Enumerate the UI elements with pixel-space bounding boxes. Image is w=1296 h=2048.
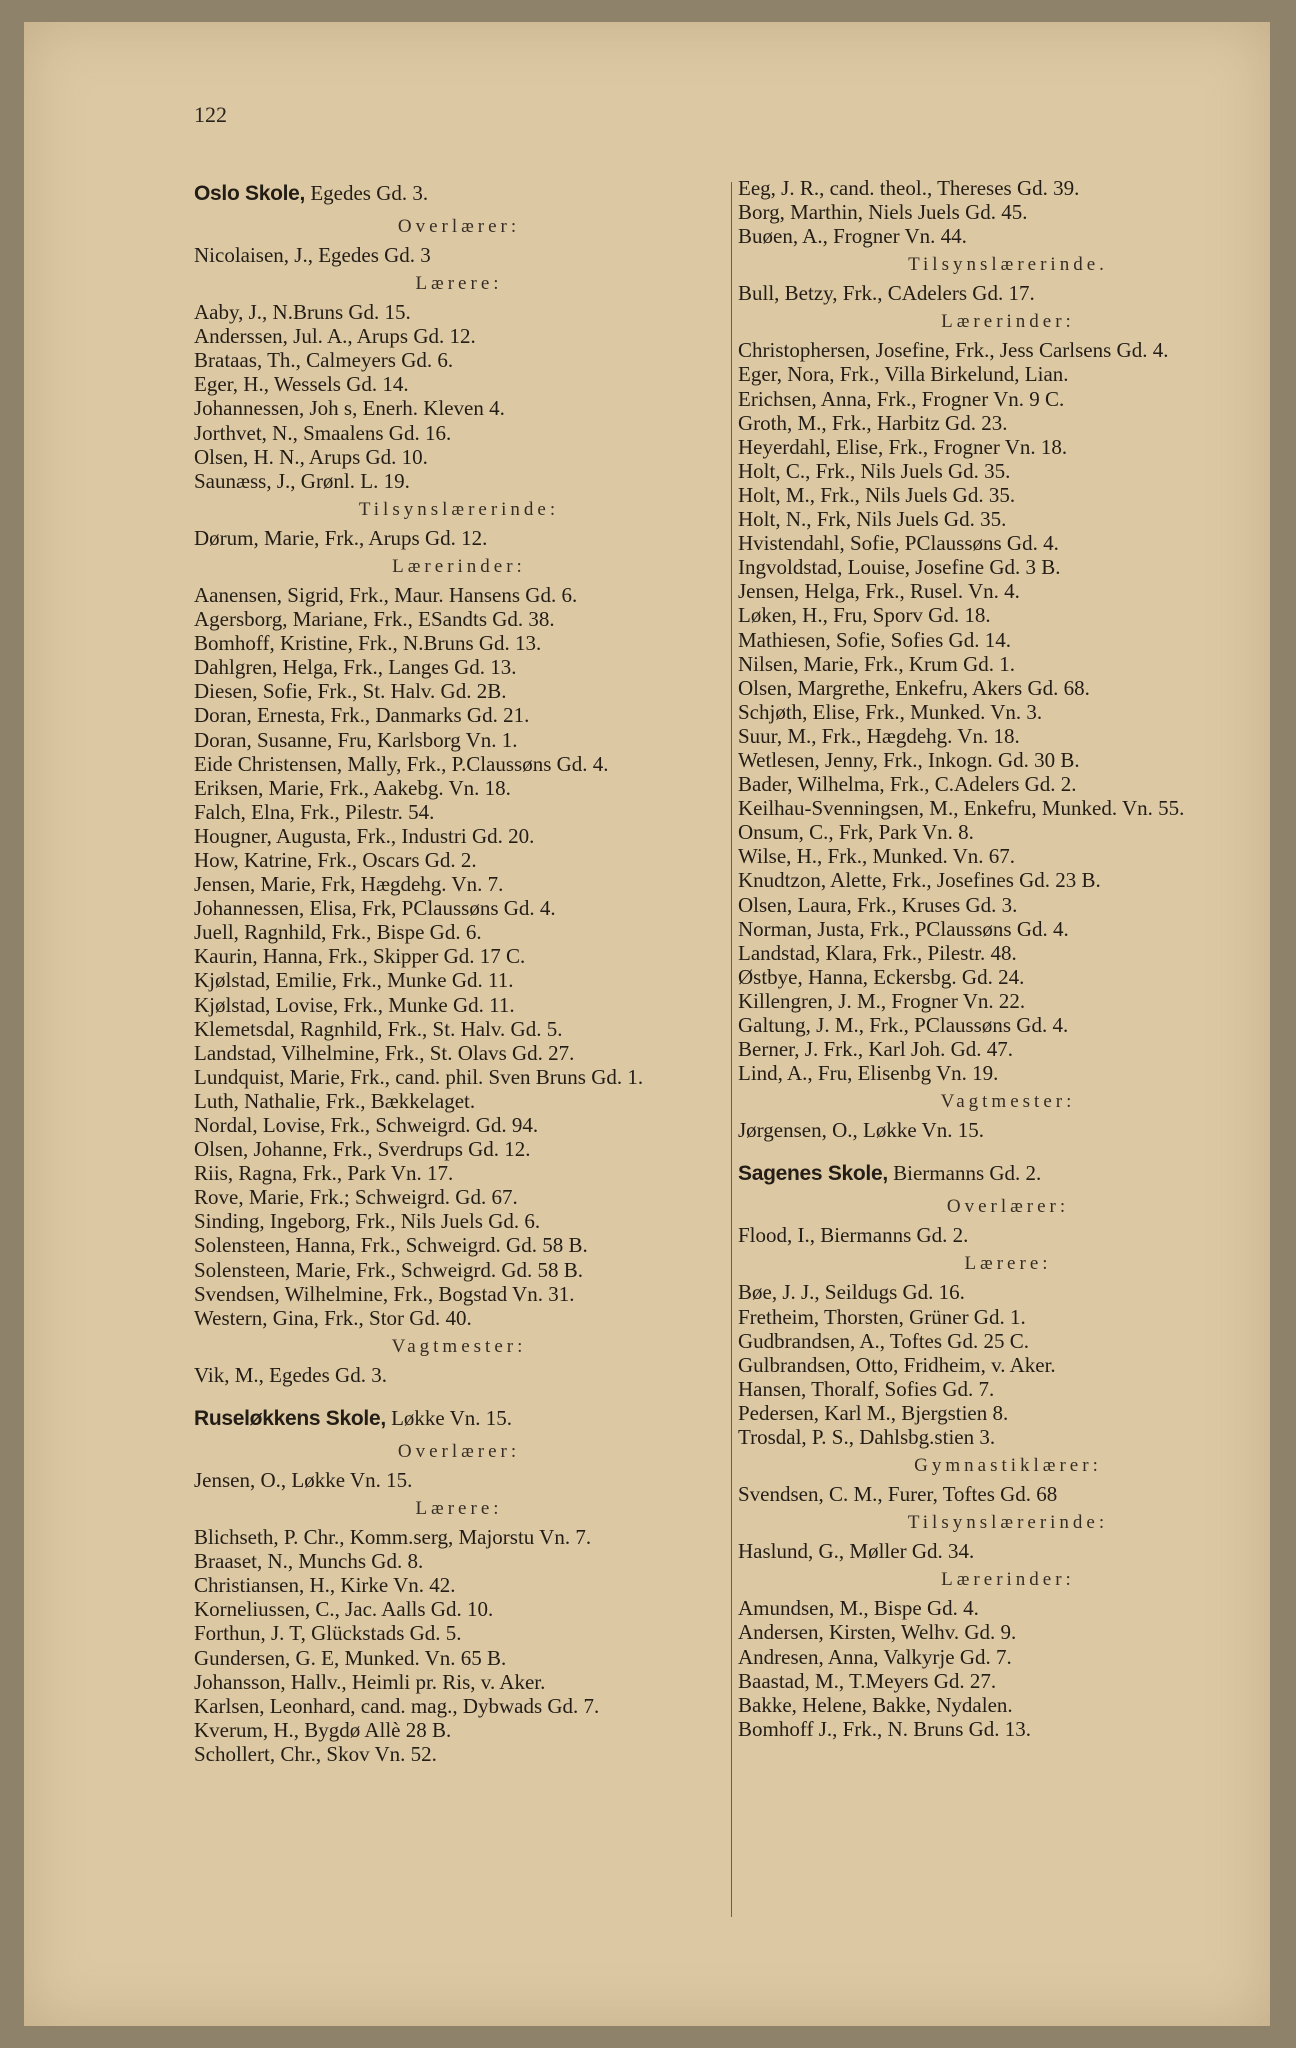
directory-entry: Kaurin, Hanna, Frk., Skipper Gd. 17 C. (194, 944, 526, 969)
right-column (738, 176, 1278, 1741)
directory-entry: Svendsen, C. M., Furer, Toftes Gd. 68 (738, 1482, 1058, 1507)
directory-entry: Olsen, H. N., Arups Gd. 10. (194, 444, 428, 469)
directory-entry: Aanensen, Sigrid, Frk., Maur. Hansens Gd. 6. (194, 582, 578, 607)
section-heading: Overlærer: (397, 216, 521, 237)
school-address: Egedes Gd. 3. (305, 181, 429, 205)
directory-entry: Bader, Wilhelma, Frk., C.Adelers Gd. 2. (738, 772, 1077, 797)
directory-entry: Klemetsdal, Ragnhild, Frk., St. Halv. Gd. 5. (194, 1016, 563, 1041)
directory-entry: Anderssen, Jul. A., Arups Gd. 12. (194, 324, 476, 349)
directory-entry: Gudbrandsen, A., Toftes Gd. 25 C. (738, 1328, 1029, 1353)
directory-entry: Lundquist, Marie, Frk., cand. phil. Sven Bruns Gd. 1. (194, 1064, 644, 1089)
directory-entry: Solensteen, Marie, Frk., Schweigrd. Gd. 58 B. (194, 1257, 584, 1282)
directory-entry: Kjølstad, Emilie, Frk., Munke Gd. 11. (194, 968, 514, 993)
directory-entry: Flood, I., Biermanns Gd. 2. (738, 1223, 969, 1248)
directory-entry: Fretheim, Thorsten, Grüner Gd. 1. (738, 1304, 1026, 1329)
directory-entry: Olsen, Margrethe, Enkefru, Akers Gd. 68. (738, 675, 1090, 700)
directory-entry: Korneliussen, C., Jac. Aalls Gd. 10. (194, 1597, 494, 1622)
directory-entry: Amundsen, M., Bispe Gd. 4. (738, 1596, 979, 1621)
section-heading: Lærere: (964, 1253, 1052, 1275)
section-gap (738, 1142, 1278, 1156)
directory-entry: Bakke, Helene, Bakke, Nydalen. (738, 1692, 1013, 1717)
directory-entry: Killengren, J. M., Frogner Vn. 22. (738, 988, 1026, 1013)
page-number: 122 (194, 102, 227, 127)
school-name: Oslo Skole, (194, 182, 306, 205)
directory-entry: Pedersen, Karl M., Bjergstien 8. (738, 1400, 1009, 1425)
school-name: Ruseløkkens Skole, (194, 1406, 386, 1430)
directory-entry: Landstad, Vilhelmine, Frk., St. Olavs Gd. 27. (194, 1040, 575, 1065)
directory-entry: Ingvoldstad, Louise, Josefine Gd. 3 B. (738, 555, 1061, 580)
column-divider (731, 182, 732, 1917)
section-heading: Lærerinder: (392, 555, 526, 577)
school-address: Løkke Vn. 15. (385, 1405, 513, 1430)
directory-entry: Keilhau-Svenningsen, M., Enkefru, Munked. Vn. 55. (738, 796, 1185, 821)
directory-page (24, 22, 1270, 2026)
directory-entry: Vik, M., Egedes Gd. 3. (194, 1362, 387, 1387)
directory-entry: Groth, M., Frk., Harbitz Gd. 23. (738, 410, 1008, 435)
directory-entry: Bøe, J. J., Seildugs Gd. 16. (738, 1280, 965, 1305)
directory-entry: Nicolaisen, J., Egedes Gd. 3 (194, 243, 431, 267)
directory-entry: Erichsen, Anna, Frk., Frogner Vn. 9 C. (738, 386, 1065, 411)
section-heading: Vagtmester: (940, 1091, 1076, 1113)
directory-entry: Saunæss, J., Grønl. L. 19. (194, 468, 410, 493)
directory-entry: Brataas, Th., Calmeyers Gd. 6. (194, 348, 454, 373)
directory-entry: Heyerdahl, Elise, Frk., Frogner Vn. 18. (738, 434, 1068, 459)
directory-entry: Johansson, Hallv., Heimli pr. Ris, v. Aker. (194, 1669, 546, 1694)
directory-entry: Eriksen, Marie, Frk., Aakebg. Vn. 18. (194, 775, 511, 800)
section-heading: Lærere: (415, 1498, 503, 1520)
directory-entry: Agersborg, Mariane, Frk., ESandts Gd. 38. (194, 607, 555, 632)
directory-entry: Nordal, Lovise, Frk., Schweigrd. Gd. 94. (194, 1113, 539, 1137)
directory-entry: Borg, Marthin, Niels Juels Gd. 45. (738, 200, 1028, 225)
directory-entry: Riis, Ragna, Frk., Park Vn. 17. (194, 1161, 454, 1186)
directory-entry: Doran, Susanne, Fru, Karlsborg Vn. 1. (194, 727, 518, 752)
directory-entry: Johannessen, Joh s, Enerh. Kleven 4. (194, 396, 505, 421)
directory-entry: Sinding, Ingeborg, Frk., Nils Juels Gd. 6. (194, 1209, 541, 1234)
section-heading: Vagtmester: (391, 1335, 527, 1357)
directory-entry: How, Katrine, Frk., Oscars Gd. 2. (194, 847, 477, 872)
directory-entry: Solensteen, Hanna, Frk., Schweigrd. Gd. 58 B. (194, 1233, 588, 1258)
directory-entry: Jensen, O., Løkke Vn. 15. (194, 1467, 413, 1492)
directory-entry: Jensen, Marie, Frk, Hægdehg. Vn. 7. (194, 872, 504, 897)
directory-entry: Eger, H., Wessels Gd. 14. (194, 372, 409, 397)
directory-entry: Gundersen, G. E, Munked. Vn. 65 B. (194, 1645, 507, 1670)
directory-entry: Wetlesen, Jenny, Frk., Inkogn. Gd. 30 B. (738, 747, 1080, 772)
directory-entry: Holt, M., Frk., Nils Juels Gd. 35. (738, 482, 1016, 507)
section-heading: Tilsynslærerinde: (358, 498, 560, 520)
directory-entry: Østbye, Hanna, Eckersbg. Gd. 24. (738, 964, 1025, 989)
directory-entry: Jørgensen, O., Løkke Vn. 15. (738, 1118, 984, 1143)
directory-entry: Andresen, Anna, Valkyrje Gd. 7. (738, 1644, 1012, 1669)
directory-entry: Bomhoff J., Frk., N. Bruns Gd. 13. (738, 1716, 1032, 1741)
directory-entry: Karlsen, Leonhard, cand. mag., Dybwads Gd. 7. (194, 1693, 600, 1718)
school-header (738, 1156, 1278, 1190)
directory-entry: Hansen, Thoralf, Sofies Gd. 7. (738, 1376, 995, 1401)
directory-entry: Western, Gina, Frk., Stor Gd. 40. (194, 1305, 472, 1330)
directory-entry: Hougner, Augusta, Frk., Industri Gd. 20. (194, 823, 535, 848)
section-heading: Overlærer: (397, 1440, 521, 1462)
directory-entry: Olsen, Laura, Frk., Kruses Gd. 3. (738, 892, 1018, 917)
directory-entry: Dahlgren, Helga, Frk., Langes Gd. 13. (194, 655, 517, 680)
school-name: Sagenes Skole, (738, 1162, 888, 1186)
directory-entry: Berner, J. Frk., Karl Joh. Gd. 47. (738, 1037, 1014, 1062)
directory-entry: Kjølstad, Lovise, Frk., Munke Gd. 11. (194, 992, 515, 1017)
directory-entry: Schjøth, Elise, Frk., Munked. Vn. 3. (738, 699, 1043, 724)
directory-entry: Onsum, C., Frk, Park Vn. 8. (738, 820, 974, 845)
directory-entry: Eide Christensen, Mally, Frk., P.Claussøns Gd. 4. (194, 751, 609, 776)
directory-entry: Lind, A., Fru, Elisenbg Vn. 19. (738, 1061, 999, 1086)
directory-entry: Andersen, Kirsten, Welhv. Gd. 9. (738, 1620, 1017, 1645)
directory-entry: Buøen, A., Frogner Vn. 44. (738, 224, 967, 249)
directory-entry: Johannessen, Elisa, Frk, PClaussøns Gd. 4. (194, 896, 556, 921)
directory-entry: Falch, Elna, Frk., Pilestr. 54. (194, 799, 435, 824)
directory-entry: Eeg, J. R., cand. theol., Thereses Gd. 39. (738, 176, 1080, 200)
directory-entry: Norman, Justa, Frk., PClaussøns Gd. 4. (738, 916, 1069, 941)
directory-entry: Doran, Ernesta, Frk., Danmarks Gd. 21. (194, 703, 530, 728)
directory-entry: Landstad, Klara, Frk., Pilestr. 48. (738, 940, 1017, 965)
section-heading: Lærere: (415, 273, 503, 295)
directory-entry: Eger, Nora, Frk., Villa Birkelund, Lian. (738, 362, 1069, 387)
left-column (194, 176, 724, 1766)
directory-entry: Diesen, Sofie, Frk., St. Halv. Gd. 2B. (194, 679, 507, 704)
directory-entry: Holt, C., Frk., Nils Juels Gd. 35. (738, 458, 1011, 483)
directory-entry: Trosdal, P. S., Dahlsbg.stien 3. (738, 1425, 996, 1450)
section-heading: Overlærer: (946, 1196, 1070, 1218)
directory-entry: Blichseth, P. Chr., Komm.serg, Majorstu Vn. 7. (194, 1525, 592, 1550)
directory-entry: Bull, Betzy, Frk., CAdelers Gd. 17. (738, 281, 1035, 306)
directory-entry: Nilsen, Marie, Frk., Krum Gd. 1. (738, 651, 1016, 676)
directory-entry: Hvistendahl, Sofie, PClaussøns Gd. 4. (738, 531, 1059, 556)
directory-entry: Knudtzon, Alette, Frk., Josefines Gd. 23 B. (738, 868, 1101, 893)
directory-entry: Galtung, J. M., Frk., PClaussøns Gd. 4. (738, 1013, 1069, 1037)
directory-entry: Jensen, Helga, Frk., Rusel. Vn. 4. (738, 579, 1020, 604)
directory-entry: Kverum, H., Bygdø Allè 28 B. (194, 1717, 452, 1742)
directory-entry: Dørum, Marie, Frk., Arups Gd. 12. (194, 525, 488, 550)
directory-entry: Olsen, Johanne, Frk., Sverdrups Gd. 12. (194, 1137, 531, 1162)
directory-entry: Juell, Ragnhild, Frk., Bispe Gd. 6. (194, 920, 482, 945)
directory-entry: Bomhoff, Kristine, Frk., N.Bruns Gd. 13. (194, 631, 542, 656)
directory-entry: Braaset, N., Munchs Gd. 8. (194, 1549, 424, 1574)
directory-entry: Svendsen, Wilhelmine, Frk., Bogstad Vn. 31. (194, 1281, 575, 1306)
directory-entry: Mathiesen, Sofie, Sofies Gd. 14. (738, 627, 1011, 652)
section-heading: Lærerinder: (941, 1569, 1075, 1591)
directory-entry: Gulbrandsen, Otto, Fridheim, v. Aker. (738, 1352, 1056, 1377)
directory-entry: Suur, M., Frk., Hægdehg. Vn. 18. (738, 723, 1020, 748)
directory-entry: Løken, H., Fru, Sporv Gd. 18. (738, 603, 991, 628)
directory-entry: Jorthvet, N., Smaalens Gd. 16. (194, 420, 452, 445)
school-address: Biermanns Gd. 2. (887, 1161, 1042, 1186)
section-heading: Gymnastiklærer: (914, 1455, 1102, 1477)
section-heading: Lærerinder: (941, 311, 1075, 333)
directory-entry: Wilse, H., Frk., Munked. Vn. 67. (738, 844, 1016, 869)
directory-entry: Christiansen, H., Kirke Vn. 42. (194, 1573, 456, 1598)
section-gap (194, 1387, 724, 1401)
directory-entry: Rove, Marie, Frk.; Schweigrd. Gd. 67. (194, 1185, 518, 1210)
school-header (194, 176, 724, 210)
directory-entry: Christophersen, Josefine, Frk., Jess Carlsens Gd. 4. (738, 338, 1169, 363)
directory-entry: Holt, N., Frk, Nils Juels Gd. 35. (738, 507, 1007, 532)
directory-entry: Forthun, J. T, Glückstads Gd. 5. (194, 1621, 462, 1646)
directory-entry: Aaby, J., N.Bruns Gd. 15. (194, 300, 411, 325)
section-heading: Tilsynslærerinde: (907, 1512, 1109, 1534)
directory-entry: Haslund, G., Møller Gd. 34. (738, 1539, 975, 1564)
school-header (194, 1401, 724, 1435)
directory-entry: Luth, Nathalie, Frk., Bækkelaget. (194, 1088, 476, 1113)
directory-entry: Schollert, Chr., Skov Vn. 52. (194, 1741, 437, 1766)
section-heading: Tilsynslærerinde. (908, 254, 1108, 276)
directory-entry: Baastad, M., T.Meyers Gd. 27. (738, 1668, 997, 1693)
